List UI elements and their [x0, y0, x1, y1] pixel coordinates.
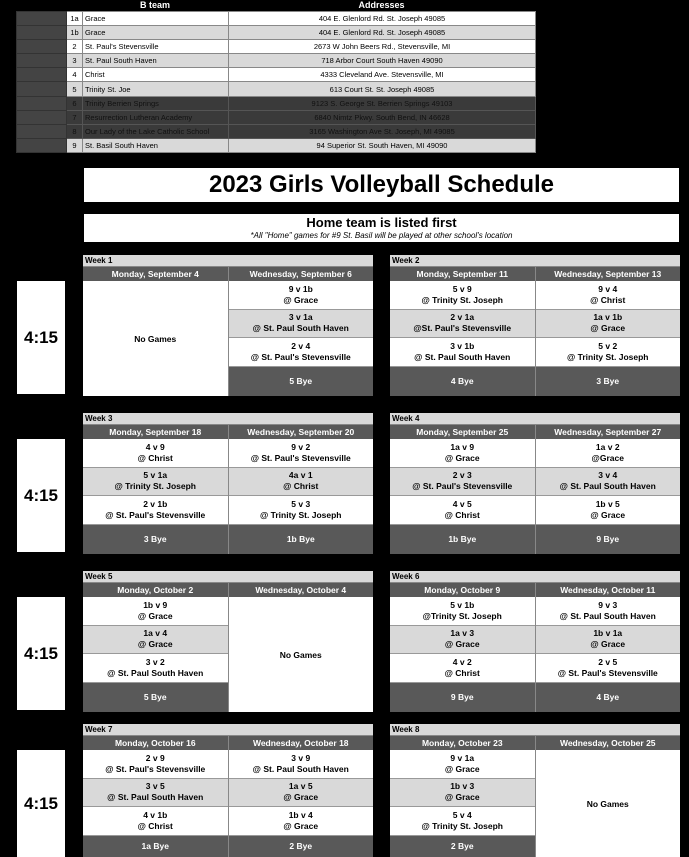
team-number: 3	[67, 54, 83, 68]
game-slot	[83, 654, 228, 683]
week-label: Week 3	[83, 413, 373, 425]
game-matchup: 1b v 9	[143, 599, 168, 610]
no-games-label: No Games	[229, 597, 374, 712]
team-number: 1b	[67, 26, 83, 40]
team-row	[17, 54, 536, 68]
game-slot	[83, 626, 228, 655]
game-location: @ Trinity St. Joseph	[421, 294, 503, 305]
game-slot	[83, 496, 228, 525]
team-number: 7	[67, 110, 83, 124]
team-address: 404 E. Glenlord Rd. St. Joseph 49085	[229, 12, 536, 26]
team-number: 5	[67, 82, 83, 96]
day-column	[536, 750, 681, 857]
bye-label: 2 Bye	[390, 836, 535, 857]
game-matchup: 1b v 1a	[593, 628, 623, 639]
game-slot	[390, 750, 535, 779]
game-location: @ St. Paul's Stevensville	[105, 509, 206, 520]
team-row-spacer	[17, 26, 67, 40]
game-location: @ St. Paul South Haven	[252, 323, 349, 334]
game-slot	[83, 597, 228, 626]
day-column	[229, 597, 374, 712]
game-matchup: 2 v 5	[598, 656, 618, 667]
week-label: Week 1	[83, 255, 373, 267]
game-location: @ Grace	[283, 294, 319, 305]
game-matchup: 2 v 4	[291, 340, 311, 351]
team-name: St. Basil South Haven	[83, 138, 229, 152]
team-row-spacer	[17, 82, 67, 96]
game-location: @ St. Paul's Stevensville	[105, 763, 206, 774]
day-header: Wednesday, September 27	[536, 425, 681, 439]
game-location: @ Grace	[444, 792, 480, 803]
game-location: @ St. Paul's Stevensville	[250, 452, 351, 463]
game-matchup: 9 v 1b	[288, 283, 313, 294]
game-slot	[229, 281, 374, 310]
bye-label: 3 Bye	[83, 525, 228, 555]
team-address: 2673 W John Beers Rd., Stevensville, MI	[229, 40, 536, 54]
game-location: @ Christ	[137, 452, 173, 463]
day-header-row	[83, 425, 373, 439]
time-label: 4:15	[17, 281, 65, 394]
team-row	[17, 68, 536, 82]
game-matchup: 3 v 1a	[288, 312, 313, 323]
game-location: @ St. Paul South Haven	[414, 351, 511, 362]
team-row	[17, 138, 536, 152]
game-matchup: 9 v 2	[291, 441, 311, 452]
game-slot	[390, 468, 535, 497]
team-row-spacer	[17, 138, 67, 152]
day-header: Wednesday, September 6	[229, 267, 374, 281]
team-row-spacer	[17, 110, 67, 124]
game-location: @St. Paul's Stevensville	[413, 323, 512, 334]
bye-label: 5 Bye	[83, 683, 228, 713]
bye-label: 5 Bye	[229, 367, 374, 397]
day-header: Wednesday, September 13	[536, 267, 681, 281]
week-label: Week 7	[83, 724, 373, 736]
game-matchup: 3 v 9	[291, 752, 311, 763]
team-number: 6	[67, 96, 83, 110]
day-header-row	[83, 736, 373, 750]
game-matchup: 2 v 9	[145, 752, 165, 763]
team-row	[17, 110, 536, 124]
no-games-label: No Games	[83, 281, 228, 396]
week-label: Week 2	[390, 255, 680, 267]
game-location: @ Grace	[283, 820, 319, 831]
team-name: Christ	[83, 68, 229, 82]
team-number: 8	[67, 124, 83, 138]
game-matchup: 9 v 3	[598, 599, 618, 610]
game-matchup: 5 v 9	[452, 283, 472, 294]
game-slot	[229, 750, 374, 779]
day-header-row	[390, 267, 680, 281]
game-slot	[229, 496, 374, 525]
team-number: 2	[67, 40, 83, 54]
day-column	[229, 750, 374, 857]
team-row	[17, 26, 536, 40]
game-matchup: 4 v 5	[452, 498, 472, 509]
game-slot	[390, 597, 535, 626]
game-slot	[390, 654, 535, 683]
game-location: @ Christ	[137, 820, 173, 831]
game-slot	[229, 439, 374, 468]
game-slot	[390, 310, 535, 339]
time-label: 4:15	[17, 597, 65, 710]
game-matchup: 1a v 2	[595, 441, 620, 452]
game-slot	[536, 310, 681, 339]
game-location: @ Grace	[590, 639, 626, 650]
day-header-row	[83, 267, 373, 281]
game-matchup: 1a v 5	[288, 781, 313, 792]
game-matchup: 1a v 1b	[593, 312, 623, 323]
game-matchup: 5 v 1a	[143, 470, 168, 481]
team-row	[17, 96, 536, 110]
game-slot	[390, 281, 535, 310]
game-slot	[536, 281, 681, 310]
game-matchup: 1a v 9	[450, 441, 475, 452]
team-row	[17, 82, 536, 96]
team-address: 9123 S. George St. Berrien Springs 49103	[229, 96, 536, 110]
day-column	[390, 439, 536, 554]
game-location: @ St. Paul's Stevensville	[250, 351, 351, 362]
game-location: @ Grace	[444, 452, 480, 463]
game-location: @ Christ	[444, 509, 480, 520]
no-games-label: No Games	[536, 750, 681, 857]
game-matchup: 2 v 1a	[450, 312, 475, 323]
game-slot	[83, 807, 228, 836]
day-column	[83, 439, 229, 554]
game-slot	[536, 626, 681, 655]
game-slot	[229, 310, 374, 339]
game-slot	[83, 468, 228, 497]
game-slot	[536, 338, 681, 367]
game-matchup: 2 v 1b	[143, 498, 168, 509]
week-block	[83, 724, 373, 857]
game-matchup: 1a v 3	[450, 628, 475, 639]
team-row-spacer	[17, 96, 67, 110]
game-matchup: 3 v 2	[145, 656, 165, 667]
game-matchup: 3 v 4	[598, 470, 618, 481]
game-location: @Trinity St. Joseph	[422, 610, 502, 621]
team-address: 4333 Cleveland Ave. Stevensville, MI	[229, 68, 536, 82]
day-header: Wednesday, September 20	[229, 425, 374, 439]
game-slot	[229, 779, 374, 808]
bye-label: 9 Bye	[390, 683, 535, 713]
day-header-row	[390, 583, 680, 597]
game-location: @ St. Paul South Haven	[107, 792, 204, 803]
day-column	[83, 597, 229, 712]
team-address: 404 E. Glenlord Rd. St. Joseph 49085	[229, 26, 536, 40]
game-slot	[536, 597, 681, 626]
week-label: Week 4	[390, 413, 680, 425]
team-name: Grace	[83, 26, 229, 40]
week-label: Week 8	[390, 724, 680, 736]
game-slot	[229, 807, 374, 836]
team-name: Trinity St. Joe	[83, 82, 229, 96]
day-column	[536, 439, 681, 554]
week-block	[390, 571, 680, 712]
bye-label: 4 Bye	[536, 683, 681, 713]
game-slot	[390, 779, 535, 808]
team-row	[17, 40, 536, 54]
game-location: @ St. Paul South Haven	[107, 667, 204, 678]
game-matchup: 4 v 9	[145, 441, 165, 452]
day-header: Wednesday, October 18	[229, 736, 374, 750]
team-number: 9	[67, 138, 83, 152]
game-slot	[83, 779, 228, 808]
address-column-header: Addresses	[358, 0, 405, 10]
week-label: Week 5	[83, 571, 373, 583]
day-header: Monday, October 9	[390, 583, 536, 597]
game-location: @ Grace	[590, 323, 626, 334]
day-column	[83, 750, 229, 857]
day-column	[536, 597, 681, 712]
week-block	[83, 413, 373, 554]
game-location: @ Grace	[283, 792, 319, 803]
game-slot	[229, 468, 374, 497]
game-location: @Grace	[591, 452, 624, 463]
team-row-spacer	[17, 40, 67, 54]
game-location: @ Trinity St. Joseph	[567, 351, 649, 362]
day-header: Monday, September 18	[83, 425, 229, 439]
game-matchup: 2 v 3	[452, 470, 472, 481]
team-address: 6840 Nimtz Pkwy. South Bend, IN 46628	[229, 110, 536, 124]
game-location: @ Trinity St. Joseph	[260, 509, 342, 520]
team-row	[17, 12, 536, 26]
week-block	[390, 255, 680, 396]
game-slot	[83, 750, 228, 779]
game-location: @ St. Paul's Stevensville	[557, 667, 658, 678]
day-header: Monday, October 16	[83, 736, 229, 750]
game-slot	[83, 439, 228, 468]
game-matchup: 5 v 1b	[450, 599, 475, 610]
game-slot	[536, 468, 681, 497]
game-matchup: 5 v 4	[452, 809, 472, 820]
day-column	[390, 281, 536, 396]
day-header: Monday, September 11	[390, 267, 536, 281]
game-matchup: 3 v 1b	[450, 340, 475, 351]
team-row-spacer	[17, 124, 67, 138]
day-column	[390, 597, 536, 712]
bye-label: 1b Bye	[229, 525, 374, 555]
day-header-row	[390, 736, 680, 750]
game-location: @ Christ	[444, 667, 480, 678]
game-slot	[536, 439, 681, 468]
game-slot	[390, 338, 535, 367]
subtitle-line2: *All "Home" games for #9 St. Basil will be played at other school's location	[250, 231, 513, 240]
game-matchup: 3 v 5	[145, 781, 165, 792]
game-slot	[229, 338, 374, 367]
game-matchup: 4 v 1b	[143, 809, 168, 820]
game-matchup: 5 v 2	[598, 340, 618, 351]
day-column	[536, 281, 681, 396]
game-matchup: 1b v 5	[595, 498, 620, 509]
game-location: @ Grace	[444, 763, 480, 774]
game-slot	[536, 654, 681, 683]
game-matchup: 5 v 3	[291, 498, 311, 509]
time-label: 4:15	[17, 439, 65, 552]
game-matchup: 1b v 4	[288, 809, 313, 820]
game-location: @ Grace	[137, 610, 173, 621]
team-column-header: B team	[139, 0, 170, 10]
day-header: Wednesday, October 11	[536, 583, 681, 597]
team-name: Our Lady of the Lake Catholic School	[83, 124, 229, 138]
team-name: St. Paul's Stevensville	[83, 40, 229, 54]
game-matchup: 9 v 1a	[450, 752, 475, 763]
game-matchup: 9 v 4	[598, 283, 618, 294]
week-block	[390, 724, 680, 857]
team-row-spacer	[17, 68, 67, 82]
day-column	[229, 439, 374, 554]
bye-label: 1b Bye	[390, 525, 535, 555]
game-slot	[390, 439, 535, 468]
team-row-spacer	[17, 54, 67, 68]
team-row	[17, 124, 536, 138]
team-name: Grace	[83, 12, 229, 26]
team-name: Trinity Berrien Springs	[83, 96, 229, 110]
week-block	[390, 413, 680, 554]
bye-label: 9 Bye	[536, 525, 681, 555]
game-location: @ St. Paul's Stevensville	[412, 481, 513, 492]
week-block	[83, 571, 373, 712]
game-location: @ Grace	[590, 509, 626, 520]
game-location: @ St. Paul South Haven	[559, 610, 656, 621]
day-header: Wednesday, October 4	[229, 583, 374, 597]
team-address: 613 Court St. St. Joseph 49085	[229, 82, 536, 96]
game-slot	[536, 496, 681, 525]
day-column	[229, 281, 374, 396]
game-matchup: 4 v 2	[452, 656, 472, 667]
game-location: @ Grace	[137, 639, 173, 650]
bye-label: 4 Bye	[390, 367, 535, 397]
team-number: 4	[67, 68, 83, 82]
day-header-row	[83, 583, 373, 597]
day-header: Monday, September 25	[390, 425, 536, 439]
game-location: @ Christ	[283, 481, 319, 492]
time-label: 4:15	[17, 750, 65, 857]
game-location: @ Trinity St. Joseph	[114, 481, 196, 492]
game-slot	[390, 807, 535, 836]
page-title: 2023 Girls Volleyball Schedule	[84, 168, 679, 202]
bye-label: 3 Bye	[536, 367, 681, 397]
game-matchup: 1b v 3	[450, 781, 475, 792]
week-block	[83, 255, 373, 396]
subtitle-box	[84, 214, 679, 242]
day-header: Monday, October 23	[390, 736, 536, 750]
team-address: 3165 Washington Ave St. Joseph, MI 49085	[229, 124, 536, 138]
day-column	[390, 750, 536, 857]
day-column	[83, 281, 229, 396]
game-matchup: 4a v 1	[288, 470, 313, 481]
team-address: 94 Superior St. South Haven, MI 49090	[229, 138, 536, 152]
teams-table	[16, 11, 536, 153]
game-location: @ Grace	[444, 639, 480, 650]
day-header: Monday, September 4	[83, 267, 229, 281]
day-header: Monday, October 2	[83, 583, 229, 597]
game-location: @ St. Paul South Haven	[252, 763, 349, 774]
game-slot	[390, 496, 535, 525]
game-location: @ Christ	[590, 294, 626, 305]
game-location: @ St. Paul South Haven	[559, 481, 656, 492]
team-row-spacer	[17, 12, 67, 26]
team-name: Resurrection Lutheran Academy	[83, 110, 229, 124]
team-number: 1a	[67, 12, 83, 26]
team-address: 718 Arbor Court South Haven 49090	[229, 54, 536, 68]
day-header: Wednesday, October 25	[536, 736, 681, 750]
game-location: @ Trinity St. Joseph	[421, 820, 503, 831]
bye-label: 1a Bye	[83, 836, 228, 857]
day-header-row	[390, 425, 680, 439]
team-name: St. Paul South Haven	[83, 54, 229, 68]
subtitle-line1: Home team is listed first	[306, 215, 457, 230]
game-slot	[390, 626, 535, 655]
game-matchup: 1a v 4	[143, 628, 168, 639]
bye-label: 2 Bye	[229, 836, 374, 857]
week-label: Week 6	[390, 571, 680, 583]
